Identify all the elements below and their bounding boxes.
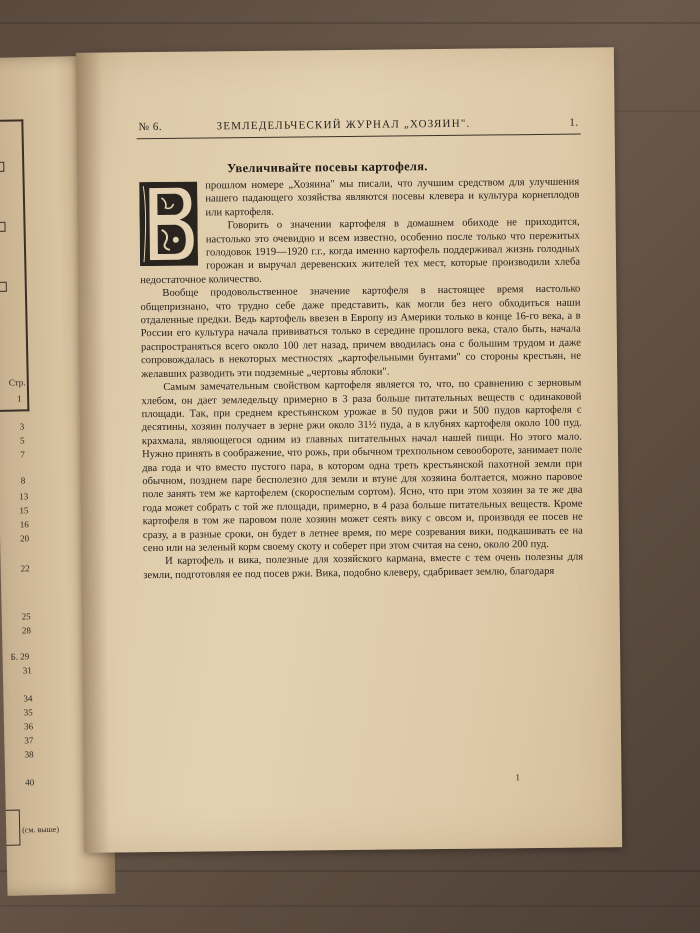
paragraph-4: Самым замечательным свойством картофеля является то, что, по сравнению с зерновым хлебом, он дает земледельцу примерно в 3 раза больше питательных веществ с одинаковой площади. Так, при среднем крестьянском урожае в 50 пудов ржи и 500 пудов картофеля с десятины, хозяин получает в зерне ржи около 31½ пуда, а в клубнях картофеля около 100 пуд. крахмала, являющегося одним из главных питательных начал нашей пищи. Но этого мало. Нужно принять в соображение, что рожь, при обычном трехпольном севообороте, занимает поле два года и что вместо пустого пара, в котором одна треть крестьянской пахотной земли при обычном, позднем паре бесполезно для земли и втуне для хозяина болтается, можно паровое поле занять тем же картофелем (скороспелым сортом). Ясно, что при этом хозяин за те же два года может собрать с той же площади, примерно, в 4 раза больше питательных веществ. Кроме картофеля в том же паровом поле хозяин может сеять вику с овсом и, производя ее посев не сразу, а в разные сроки, он будет в летнее время, по мере созревания вики, подкашивать ее на сено или на зеленый корм своему скоту и соберет при этом считая на сено, около 200 пуд. [141, 377, 583, 555]
left-page-frame [0, 119, 29, 412]
footer-page-number: 1 [515, 772, 520, 783]
article-body [139, 176, 583, 583]
journal-page [76, 47, 622, 853]
left-page-box [2, 810, 21, 846]
paragraph-1: прошлом номере „Хозяина" мы писали, что лучшим средством для улучшения нашего падающего хозяйства являются посевы клевера и культура корнеплодов или картофеля. [205, 176, 580, 219]
issue-number: № 6. [138, 120, 163, 134]
dropcap-ornament-icon [139, 182, 198, 267]
paragraph-2: Говорить о значении картофеля в домашнем обиходе не приходится, настолько это очевидно и всем известно, особенно после только что пережитых голодовок 1919—1920 г.г., когда именно картофель поддерживал жизнь голодных горожан и выручал деревенских жителей тех мест, которые производили хлеба недостаточное количество. [140, 216, 581, 287]
header-page-number: 1. [569, 116, 579, 129]
ornamental-dropcap [139, 182, 198, 267]
journal-title: ЗЕМЛЕДЕЛЬЧЕСКИЙ ЖУРНАЛ „ХОЗЯИН". [216, 117, 471, 133]
article-title: Увеличивайте посевы картофеля. [226, 159, 428, 176]
paragraph-5: И картофель и вика, полезные для хозяйского кармана, вместе с тем очень полезны для земли, подготовляя ее под посев ржи. Вика, подобно клеверу, сдабривает землю, благодаря [143, 551, 584, 581]
previous-page: Стр. 1 3 5 7 8 13 15 16 20 22 25 28 Б. 29 31 34 35 36 37 38 40 (см. выше) [0, 56, 116, 896]
left-page-label: Стр. [8, 377, 26, 388]
paragraph-3: Вообще продовольственное значение картофеля в настоящее время настолько общепризнано, что трудно себе даже представить, как могли без него обходиться наши отдаленные предки. Ведь картофель ввезен в Европу из Америки только в конце 16-го века, а в России его культура начала прививаться только в середине прошлого века, стало быть, начала распространяться всего около 100 лет назад, причем вводилась она с большим трудом и даже сопровождалась в некоторых местностях „картофельными бунтами" со стороны крестьян, не желавших разводить эти подземные „чертовы яблоки". [140, 283, 582, 380]
